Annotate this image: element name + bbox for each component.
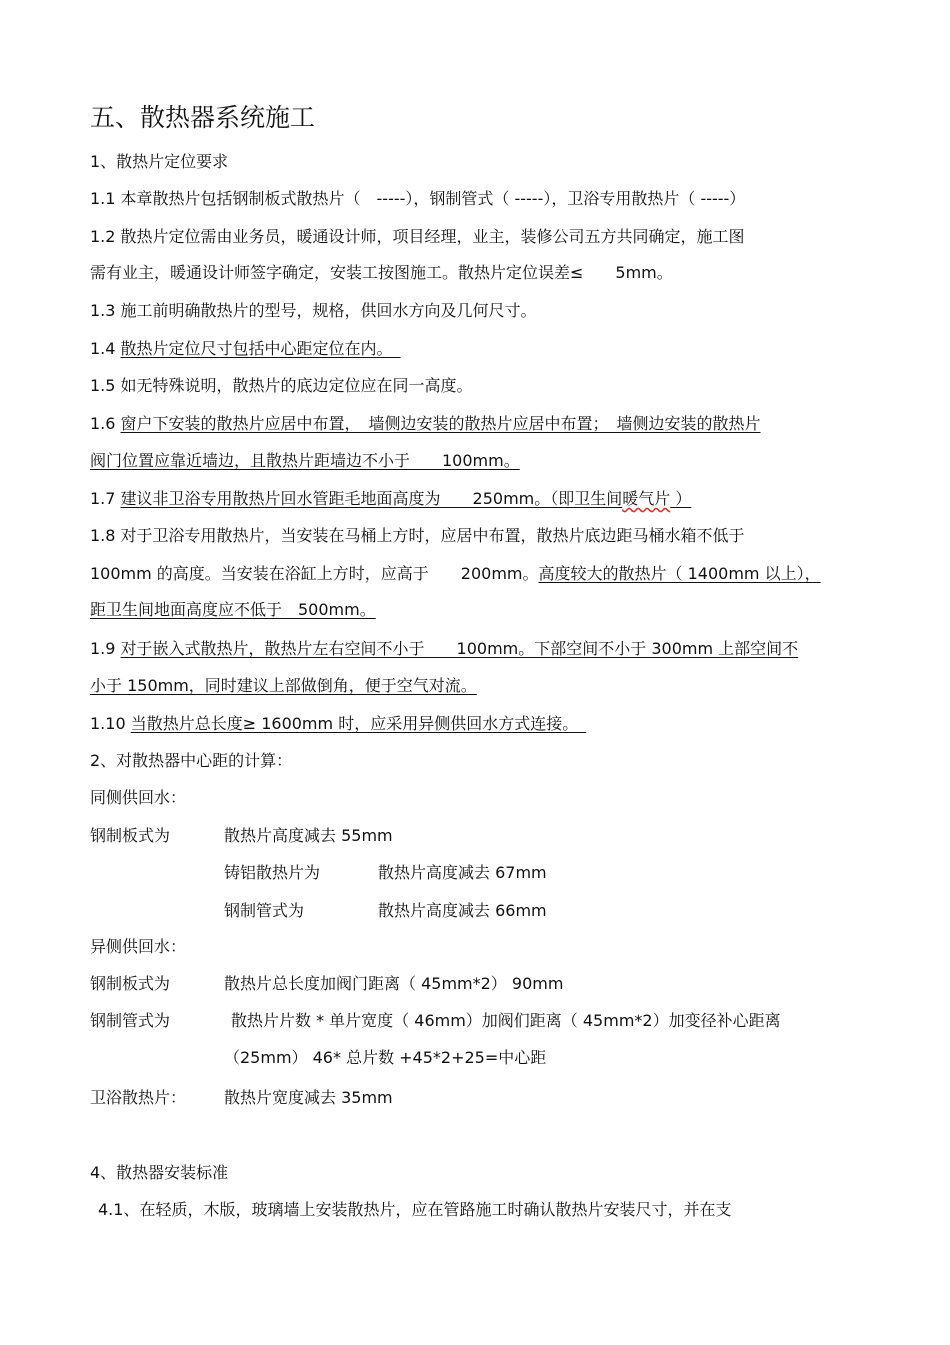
para-1-10-text: 当散热片总长度≥ 1600mm 时，应采用异侧供回水方式连接。 bbox=[130, 714, 587, 733]
para-1-8-text: 100mm 的高度。当安装在浴缸上方时，应高于 200mm。 bbox=[90, 564, 539, 583]
diff-side-heading: 异侧供回水： bbox=[90, 937, 187, 956]
para-1-6-text-a: 窗户下安装的散热片应居中布置， 墙侧边安装的散热片应居中布置； 墙侧边安装的散热片 bbox=[120, 414, 761, 433]
bath-radiator-label: 卫浴散热片： bbox=[90, 1088, 187, 1107]
para-1-7-number: 1.7 bbox=[90, 489, 121, 508]
section-2-heading: 2、对散热器中心距的计算： bbox=[90, 751, 293, 770]
para-1-10 bbox=[90, 713, 586, 735]
cast-aluminum-value: 散热片高度减去 67mm bbox=[378, 863, 547, 882]
para-1-6-line1 bbox=[90, 413, 761, 435]
para-1-4 bbox=[90, 338, 401, 360]
para-1-4-text: 散热片定位尺寸包括中心距定位在内。 bbox=[120, 339, 401, 358]
para-1-7 bbox=[90, 488, 691, 510]
para-4-1: 4.1、在轻质，木版，玻璃墙上安装散热片，应在管路施工时确认散热片安装尺寸，并在支 bbox=[98, 1200, 732, 1219]
para-1-10-number: 1.10 bbox=[90, 714, 131, 733]
steel-panel-label: 钢制板式为 bbox=[90, 826, 171, 845]
para-1-2-line1: 1.2 散热片定位需由业务员，暖通设计师，项目经理，业主，装修公司五方共同确定，施工图 bbox=[90, 227, 745, 246]
bath-radiator-value: 散热片宽度减去 35mm bbox=[224, 1088, 393, 1107]
para-1-3: 1.3 施工前明确散热片的型号，规格，供回水方向及几何尺寸。 bbox=[90, 301, 537, 320]
section-1-heading: 1、散热片定位要求 bbox=[90, 152, 229, 171]
para-1-7-highlight: 暖气片 bbox=[622, 489, 671, 508]
steel-panel-value: 散热片高度减去 55mm bbox=[224, 826, 393, 845]
para-1-2-line2: 需有业主，暖通设计师签字确定，安装工按图施工。散热片定位误差≤ 5mm。 bbox=[90, 263, 673, 282]
diff-tube-value-line2: （25mm） 46* 总片数 +45*2+25=中心距 bbox=[224, 1048, 547, 1067]
para-1-9-line1 bbox=[90, 638, 798, 660]
para-1-7-tail: ） bbox=[670, 489, 692, 508]
para-1-8-line1: 1.8 对于卫浴专用散热片，当安装在马桶上方时，应居中布置，散热片底边距马桶水箱不低于 bbox=[90, 526, 745, 545]
para-1-4-number: 1.4 bbox=[90, 339, 121, 358]
para-1-6-number: 1.6 bbox=[90, 414, 121, 433]
para-1-5: 1.5 如无特殊说明，散热片的底边定位应在同一高度。 bbox=[90, 376, 473, 395]
diff-tube-label: 钢制管式为 bbox=[90, 1011, 171, 1030]
section-4-heading: 4、散热器安装标准 bbox=[90, 1163, 229, 1182]
diff-panel-label: 钢制板式为 bbox=[90, 974, 171, 993]
para-1-9-number: 1.9 bbox=[90, 639, 121, 658]
para-1-8-line2 bbox=[90, 563, 821, 585]
para-1-7-text: 建议非卫浴专用散热片回水管距毛地面高度为 250mm。（即卫生间 bbox=[120, 489, 623, 508]
steel-tube-label: 钢制管式为 bbox=[224, 901, 305, 920]
para-1-6-line2: 阀门位置应靠近墙边，且散热片距墙边不小于 100mm。 bbox=[90, 451, 520, 470]
diff-tube-value-line1: 散热片片数 * 单片宽度（ 46mm）加阀们距离（ 45mm*2）加变径补心距离 bbox=[231, 1011, 781, 1030]
para-1-8-underlined: 高度较大的散热片（ 1400mm 以上）， bbox=[538, 564, 821, 583]
para-1-9-text-a: 对于嵌入式散热片，散热片左右空间不小于 100mm。下部空间不小于 300mm 上部空间不 bbox=[120, 639, 799, 658]
para-1-1: 1.1 本章散热片包括钢制板式散热片（ -----），钢制管式（ -----），卫浴专用散热片（ -----） bbox=[90, 189, 746, 208]
cast-aluminum-label: 铸铝散热片为 bbox=[224, 863, 321, 882]
page-title: 五、散热器系统施工 bbox=[90, 103, 316, 132]
para-1-8-line3: 距卫生间地面高度应不低于 500mm。 bbox=[90, 600, 376, 619]
para-1-9-line2: 小于 150mm，同时建议上部做倒角，便于空气对流。 bbox=[90, 676, 477, 695]
steel-tube-value: 散热片高度减去 66mm bbox=[378, 901, 547, 920]
same-side-heading: 同侧供回水： bbox=[90, 788, 187, 807]
diff-panel-value: 散热片总长度加阀门距离（ 45mm*2） 90mm bbox=[224, 974, 564, 993]
